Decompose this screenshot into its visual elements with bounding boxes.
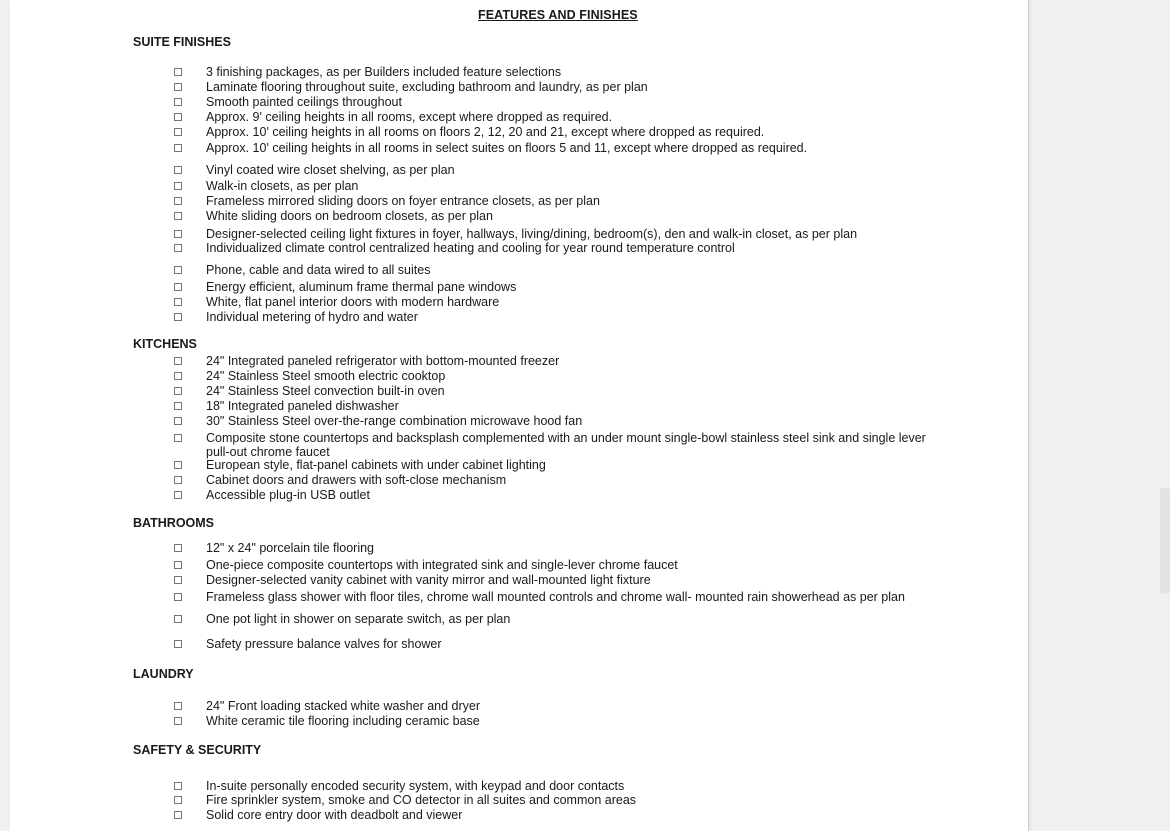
checkbox-icon	[174, 68, 182, 76]
list-item-text: Energy efficient, aluminum frame thermal pane windows	[206, 280, 517, 294]
list-item-text: Laminate flooring throughout suite, excluding bathroom and laundry, as per plan	[206, 80, 648, 94]
list-item-text: Approx. 10' ceiling heights in all rooms on floors 2, 12, 20 and 21, except where dropped as required.	[206, 125, 765, 139]
list-item-text: White sliding doors on bedroom closets, as per plan	[206, 209, 493, 223]
checkbox-icon	[174, 561, 182, 569]
list-item-text: Accessible plug-in USB outlet	[206, 488, 370, 502]
checkbox-icon	[174, 128, 182, 136]
checkbox-icon	[174, 417, 182, 425]
scrollbar-thumb[interactable]	[1160, 488, 1170, 594]
section-heading: KITCHENS	[133, 337, 197, 351]
list-item-text: 30" Stainless Steel over-the-range combination microwave hood fan	[206, 414, 583, 428]
checkbox-icon	[174, 313, 182, 321]
list-item-text: 24" Stainless Steel convection built-in oven	[206, 384, 445, 398]
list-item-text: Frameless glass shower with floor tiles, chrome wall mounted controls and chrome wall- mounted rain showerhead as per plan	[206, 590, 905, 604]
checkbox-icon	[174, 266, 182, 274]
checkbox-icon	[174, 782, 182, 790]
checkbox-icon	[174, 372, 182, 380]
checkbox-icon	[174, 640, 182, 648]
list-item-text: Frameless mirrored sliding doors on foyer entrance closets, as per plan	[206, 194, 600, 208]
page-title: FEATURES AND FINISHES	[478, 8, 638, 22]
checkbox-icon	[174, 113, 182, 121]
checkbox-icon	[174, 298, 182, 306]
list-item-text: Fire sprinkler system, smoke and CO detector in all suites and common areas	[206, 793, 637, 807]
checkbox-icon	[174, 461, 182, 469]
checkbox-icon	[174, 98, 182, 106]
list-item-text: Individual metering of hydro and water	[206, 310, 418, 324]
list-item-text: Designer-selected ceiling light fixtures in foyer, hallways, living/dining, bedroom(s), den and walk-in closet, as per plan	[206, 227, 858, 241]
list-item-text: 24" Stainless Steel smooth electric cooktop	[206, 369, 446, 383]
list-item-text: One-piece composite countertops with integrated sink and single-lever chrome faucet	[206, 558, 678, 572]
list-item-text: Safety pressure balance valves for shower	[206, 637, 442, 651]
checkbox-icon	[174, 182, 182, 190]
list-item-text: 3 finishing packages, as per Builders included feature selections	[206, 65, 562, 79]
checkbox-icon	[174, 230, 182, 238]
checkbox-icon	[174, 387, 182, 395]
list-item-text: Solid core entry door with deadbolt and viewer	[206, 808, 463, 822]
list-item-text: Approx. 9' ceiling heights in all rooms, except where dropped as required.	[206, 110, 613, 124]
section-heading: SUITE FINISHES	[133, 35, 231, 49]
checkbox-icon	[174, 476, 182, 484]
list-item-text: Composite stone countertops and backsplash complemented with an under mount single-bowl stainless steel sink and single lever pull-out chrome faucet	[206, 431, 926, 459]
list-item-text: Individualized climate control centralized heating and cooling for year round temperature control	[206, 241, 735, 255]
checkbox-icon	[174, 615, 182, 623]
list-item-text: 24" Integrated paneled refrigerator with bottom-mounted freezer	[206, 354, 560, 368]
section-heading: SAFETY & SECURITY	[133, 743, 262, 757]
checkbox-icon	[174, 796, 182, 804]
checkbox-icon	[174, 83, 182, 91]
list-item-text: 18" Integrated paneled dishwasher	[206, 399, 399, 413]
list-item-text: Phone, cable and data wired to all suites	[206, 263, 431, 277]
checkbox-icon	[174, 244, 182, 252]
checkbox-icon	[174, 402, 182, 410]
list-item-text: Smooth painted ceilings throughout	[206, 95, 402, 109]
checkbox-icon	[174, 357, 182, 365]
list-item-text: One pot light in shower on separate switch, as per plan	[206, 612, 511, 626]
document-page	[10, 0, 1029, 831]
checkbox-icon	[174, 434, 182, 442]
checkbox-icon	[174, 811, 182, 819]
checkbox-icon	[174, 702, 182, 710]
checkbox-icon	[174, 593, 182, 601]
list-item-text: Vinyl coated wire closet shelving, as per plan	[206, 163, 455, 177]
list-item-text: White, flat panel interior doors with modern hardware	[206, 295, 500, 309]
checkbox-icon	[174, 212, 182, 220]
checkbox-icon	[174, 576, 182, 584]
list-item-text: Approx. 10' ceiling heights in all rooms in select suites on floors 5 and 11, except where dropped as required.	[206, 141, 808, 155]
list-item-text: Cabinet doors and drawers with soft-close mechanism	[206, 473, 507, 487]
list-item-text: In-suite personally encoded security system, with keypad and door contacts	[206, 779, 625, 793]
section-heading: BATHROOMS	[133, 516, 215, 530]
checkbox-icon	[174, 144, 182, 152]
checkbox-icon	[174, 166, 182, 174]
list-item-text: Walk-in closets, as per plan	[206, 179, 359, 193]
checkbox-icon	[174, 197, 182, 205]
checkbox-icon	[174, 283, 182, 291]
list-item-text: European style, flat-panel cabinets with under cabinet lighting	[206, 458, 546, 472]
checkbox-icon	[174, 491, 182, 499]
section-heading: LAUNDRY	[133, 667, 194, 681]
list-item-text: White ceramic tile flooring including ceramic base	[206, 714, 480, 728]
list-item-text: 12" x 24" porcelain tile flooring	[206, 541, 374, 555]
list-item-text: Designer-selected vanity cabinet with vanity mirror and wall-mounted light fixture	[206, 573, 651, 587]
checkbox-icon	[174, 544, 182, 552]
checkbox-icon	[174, 717, 182, 725]
list-item-text: 24" Front loading stacked white washer and dryer	[206, 699, 481, 713]
